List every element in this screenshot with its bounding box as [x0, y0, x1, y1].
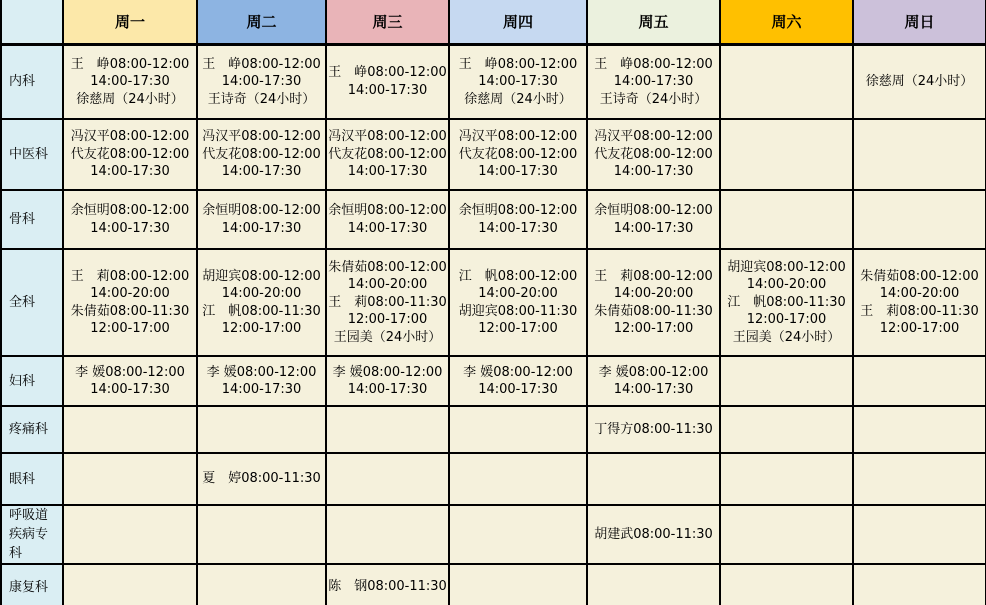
schedule-cell — [197, 564, 326, 605]
day-header: 周一 — [63, 0, 197, 44]
dept-label: 疼痛科 — [1, 406, 63, 453]
schedule-cell — [449, 249, 587, 356]
schedule-entry: 14:00-17:30 — [613, 74, 694, 89]
schedule-entry: 14:00-17:30 — [221, 164, 302, 180]
schedule-entry: 14:00-17:30 — [90, 74, 170, 89]
schedule-cell — [449, 190, 587, 249]
schedule-entry: 王 峥08:00-12:00 — [70, 56, 190, 72]
dept-label: 眼科 — [1, 453, 63, 505]
schedule-cell — [587, 453, 720, 505]
schedule-cell — [720, 453, 853, 505]
schedule-entry: 14:00-20:00 — [347, 277, 428, 293]
schedule-entry: 王诗奇（24小时） — [599, 91, 708, 107]
schedule-entry: 王 峥08:00-12:00 — [202, 56, 321, 72]
schedule-cell — [853, 453, 986, 505]
schedule-cell — [63, 453, 197, 505]
schedule-entry: 14:00-17:30 — [347, 382, 428, 397]
table-row — [1, 119, 986, 190]
schedule-entry: 14:00-17:30 — [221, 74, 302, 89]
schedule-cell — [197, 406, 326, 453]
schedule-entry: 冯汉平08:00-12:00 — [594, 129, 713, 145]
schedule-entry: 江 帆08:00-11:30 — [727, 294, 846, 310]
schedule-entry: 14:00-20:00 — [90, 286, 170, 301]
schedule-entry: 14:00-17:30 — [478, 220, 558, 236]
dept-label: 呼吸道疾病专科 — [1, 505, 63, 564]
schedule-cell — [197, 119, 326, 190]
schedule-entry: 胡迎宾08:00-12:00 — [727, 259, 846, 275]
schedule-cell — [326, 119, 449, 190]
schedule-entry: 王 莉08:00-11:30 — [328, 294, 447, 310]
schedule-entry: 14:00-17:30 — [347, 82, 428, 98]
schedule-entry: 12:00-17:00 — [746, 312, 827, 328]
schedule-cell — [63, 190, 197, 249]
schedule-cell — [853, 505, 986, 564]
schedule-entry: 冯汉平08:00-12:00 — [328, 129, 447, 145]
schedule-entry: 胡迎宾08:00-12:00 — [202, 268, 321, 284]
schedule-entry: 代友花08:00-12:00 — [458, 146, 578, 162]
schedule-entry: 14:00-17:30 — [90, 164, 170, 180]
schedule-cell — [449, 453, 587, 505]
schedule-cell — [449, 564, 587, 605]
dept-label: 中医科 — [1, 119, 63, 190]
schedule-entry: 朱倩茹08:00-12:00 — [328, 259, 447, 275]
schedule-entry: 余恒明08:00-12:00 — [458, 203, 578, 218]
schedule-entry: 陈 钢08:00-11:30 — [328, 579, 447, 595]
table-row — [1, 453, 986, 505]
header-row — [1, 0, 986, 44]
dept-label: 全科 — [1, 249, 63, 356]
schedule-entry: 朱倩茹08:00-12:00 — [860, 268, 979, 284]
schedule-cell — [720, 406, 853, 453]
table-row — [1, 505, 986, 564]
day-header: 周二 — [197, 0, 326, 44]
schedule-cell — [720, 119, 853, 190]
table-row — [1, 44, 986, 119]
table-row — [1, 249, 986, 356]
schedule-entry: 14:00-20:00 — [613, 286, 694, 301]
schedule-entry: 胡迎宾08:00-11:30 — [458, 303, 578, 319]
schedule-entry: 李 媛08:00-12:00 — [463, 364, 573, 380]
schedule-entry: 王 莉08:00-12:00 — [594, 268, 713, 284]
schedule-entry: 12:00-17:00 — [347, 312, 428, 328]
schedule-entry: 冯汉平08:00-12:00 — [202, 129, 321, 145]
schedule-cell — [587, 505, 720, 564]
schedule-cell — [197, 453, 326, 505]
schedule-cell — [197, 356, 326, 406]
schedule-entry: 代友花08:00-12:00 — [328, 146, 447, 162]
schedule-cell — [853, 190, 986, 249]
schedule-entry: 江 帆08:00-11:30 — [202, 303, 321, 319]
schedule-entry: 余恒明08:00-12:00 — [202, 203, 321, 218]
schedule-entry: 14:00-17:30 — [613, 220, 694, 236]
schedule-entry: 夏 婷08:00-11:30 — [202, 471, 321, 487]
schedule-cell — [853, 406, 986, 453]
schedule-cell — [853, 249, 986, 356]
schedule-cell — [587, 406, 720, 453]
schedule-cell — [449, 119, 587, 190]
schedule-cell — [587, 119, 720, 190]
schedule-entry: 胡建武08:00-11:30 — [594, 526, 713, 542]
schedule-entry: 徐慈周（24小时） — [76, 91, 184, 107]
schedule-cell — [587, 564, 720, 605]
schedule-body — [1, 44, 986, 605]
schedule-cell — [63, 564, 197, 605]
schedule-entry: 李 媛08:00-12:00 — [598, 364, 709, 380]
schedule-cell — [326, 44, 449, 119]
schedule-cell — [197, 44, 326, 119]
schedule-cell — [197, 190, 326, 249]
schedule-entry: 冯汉平08:00-12:00 — [458, 129, 578, 145]
schedule-entry: 12:00-17:00 — [221, 321, 302, 336]
schedule-cell — [326, 406, 449, 453]
day-header: 周六 — [720, 0, 853, 44]
schedule-entry: 徐慈周（24小时） — [865, 74, 974, 89]
schedule-entry: 12:00-17:00 — [879, 321, 960, 336]
schedule-entry: 14:00-17:30 — [478, 74, 558, 89]
schedule-entry: 14:00-17:30 — [347, 220, 428, 236]
schedule-cell — [720, 564, 853, 605]
schedule-entry: 14:00-17:30 — [221, 382, 302, 397]
dept-label: 妇科 — [1, 356, 63, 406]
schedule-entry: 王 峥08:00-12:00 — [594, 56, 713, 72]
table-row — [1, 406, 986, 453]
schedule-entry: 冯汉平08:00-12:00 — [70, 129, 190, 145]
schedule-entry: 14:00-17:30 — [90, 220, 170, 236]
schedule-entry: 14:00-20:00 — [478, 286, 558, 301]
schedule-entry: 江 帆08:00-12:00 — [458, 268, 578, 284]
schedule-entry: 14:00-20:00 — [879, 286, 960, 301]
schedule-cell — [720, 356, 853, 406]
schedule-entry: 14:00-17:30 — [613, 382, 694, 397]
schedule-cell — [587, 190, 720, 249]
schedule-cell — [853, 564, 986, 605]
schedule-entry: 王 峥08:00-12:00 — [458, 56, 578, 72]
schedule-cell — [449, 356, 587, 406]
dept-label: 内科 — [1, 44, 63, 119]
schedule-cell — [63, 406, 197, 453]
schedule-entry: 12:00-17:00 — [478, 321, 558, 336]
schedule-cell — [720, 44, 853, 119]
schedule-cell — [63, 119, 197, 190]
schedule-entry: 朱倩茹08:00-11:30 — [594, 303, 713, 319]
schedule-entry: 14:00-17:30 — [90, 382, 170, 397]
schedule-entry: 12:00-17:00 — [613, 321, 694, 336]
schedule-entry: 王 莉08:00-11:30 — [860, 303, 979, 319]
schedule-cell — [63, 44, 197, 119]
schedule-entry: 李 媛08:00-12:00 — [332, 364, 443, 380]
schedule-entry: 徐慈周（24小时） — [464, 91, 572, 107]
schedule-cell — [63, 505, 197, 564]
schedule-cell — [326, 356, 449, 406]
schedule-entry: 14:00-17:30 — [347, 164, 428, 180]
schedule-cell — [326, 453, 449, 505]
day-header: 周日 — [853, 0, 986, 44]
schedule-cell — [326, 505, 449, 564]
schedule-entry: 王诗奇（24小时） — [207, 91, 316, 107]
schedule-entry: 代友花08:00-12:00 — [70, 146, 190, 162]
schedule-cell — [853, 356, 986, 406]
schedule-entry: 王园美（24小时） — [732, 329, 841, 345]
schedule-entry: 朱倩茹08:00-11:30 — [70, 303, 190, 319]
day-header: 周四 — [449, 0, 587, 44]
schedule-cell — [326, 564, 449, 605]
schedule-entry: 李 媛08:00-12:00 — [75, 364, 185, 380]
dept-label: 骨科 — [1, 190, 63, 249]
schedule-cell — [720, 190, 853, 249]
day-header-row — [1, 0, 986, 44]
schedule-cell — [63, 356, 197, 406]
schedule-entry: 王园美（24小时） — [333, 329, 442, 345]
schedule-entry: 李 媛08:00-12:00 — [206, 364, 317, 380]
schedule-entry: 代友花08:00-12:00 — [202, 146, 321, 162]
schedule-cell — [720, 249, 853, 356]
day-header: 周五 — [587, 0, 720, 44]
schedule-entry: 代友花08:00-12:00 — [594, 146, 713, 162]
dept-label: 康复科 — [1, 564, 63, 605]
corner-cell — [1, 0, 63, 44]
schedule-cell — [449, 406, 587, 453]
table-row — [1, 564, 986, 605]
schedule-cell — [720, 505, 853, 564]
schedule-cell — [449, 44, 587, 119]
schedule-entry: 14:00-17:30 — [478, 382, 558, 397]
schedule-cell — [587, 356, 720, 406]
schedule-cell — [587, 44, 720, 119]
schedule-entry: 丁得方08:00-11:30 — [594, 421, 713, 437]
day-header: 周三 — [326, 0, 449, 44]
schedule-entry: 14:00-20:00 — [746, 277, 827, 293]
schedule-entry: 14:00-17:30 — [478, 164, 558, 180]
schedule-cell — [63, 249, 197, 356]
schedule-cell — [197, 505, 326, 564]
schedule-cell — [853, 44, 986, 119]
schedule-entry: 余恒明08:00-12:00 — [594, 203, 713, 218]
schedule-entry: 余恒明08:00-12:00 — [328, 203, 447, 218]
schedule-entry: 14:00-17:30 — [221, 220, 302, 236]
schedule-cell — [326, 190, 449, 249]
schedule-entry: 王 峥08:00-12:00 — [328, 65, 447, 81]
table-row — [1, 356, 986, 406]
schedule-entry: 余恒明08:00-12:00 — [70, 203, 190, 218]
schedule-entry: 14:00-20:00 — [221, 286, 302, 301]
schedule-cell — [449, 505, 587, 564]
schedule-entry: 12:00-17:00 — [90, 321, 170, 336]
table-row — [1, 190, 986, 249]
schedule-cell — [853, 119, 986, 190]
schedule-cell — [326, 249, 449, 356]
schedule-entry: 14:00-17:30 — [613, 164, 694, 180]
schedule-cell — [197, 249, 326, 356]
schedule-cell — [587, 249, 720, 356]
schedule-entry: 王 莉08:00-12:00 — [70, 268, 190, 284]
